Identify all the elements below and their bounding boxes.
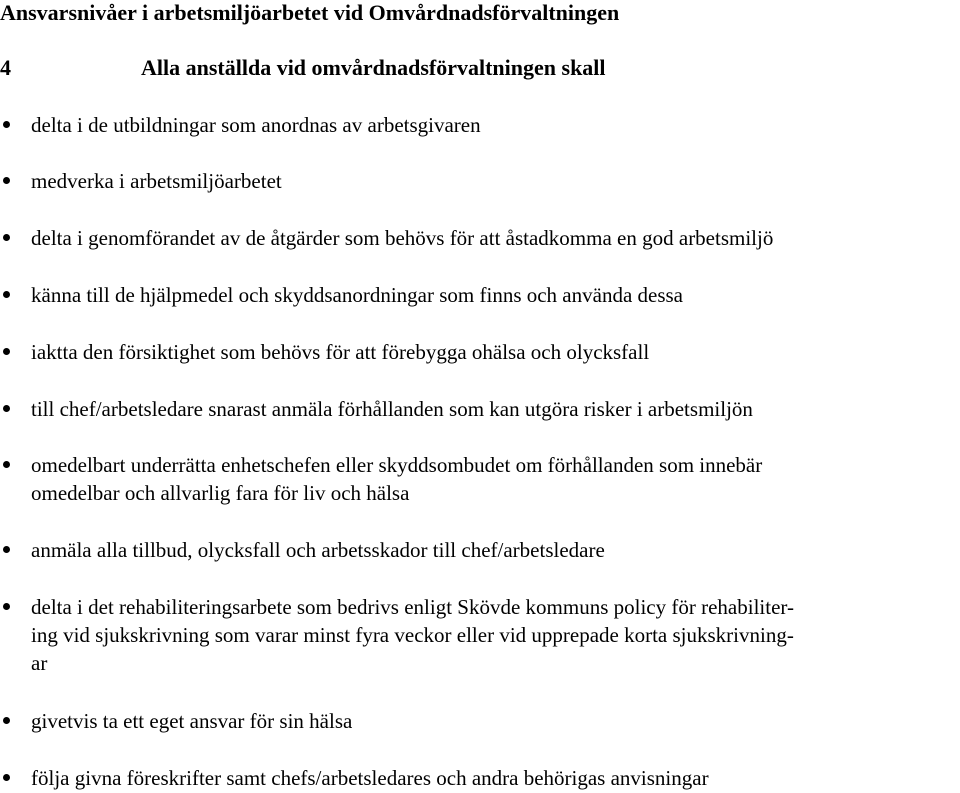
bullet-icon — [3, 348, 10, 355]
bullet-icon — [3, 121, 10, 128]
list-item-text: följa givna föreskrifter samt chefs/arbetsledares och andra behörigas anvisningar — [31, 766, 709, 790]
list-item-text: delta i genomförandet av de åtgärder som behövs för att åstadkomma en god arbetsmiljö — [31, 226, 774, 250]
list-item-text: givetvis ta ett eget ansvar för sin hälsa — [31, 709, 353, 733]
list-item-text: till chef/arbetsledare snarast anmäla förhållanden som kan utgöra risker i arbetsmiljön — [31, 397, 753, 421]
list-item-text: delta i det rehabiliteringsarbete som bedrivs enligt Skövde kommuns policy för rehabiliter- ing vid sjukskrivning som varar minst fyra veckor eller vid upprepade korta sjukskrivning- ar — [31, 595, 794, 675]
bullet-icon — [3, 291, 10, 298]
bullet-icon — [3, 177, 10, 184]
list-item-text: iaktta den försiktighet som behövs för att förebygga ohälsa och olycksfall — [31, 340, 650, 364]
bullet-icon — [3, 603, 10, 610]
list-item-text: känna till de hjälpmedel och skyddsanordningar som finns och använda dessa — [31, 283, 684, 307]
section-heading-text: Alla anställda vid omvårdnadsförvaltningen skall — [141, 55, 606, 80]
bullet-icon — [3, 774, 10, 781]
list-item-text: omedelbart underrätta enhetschefen eller skyddsombudet om förhållanden som innebär omedelbar och allvarlig fara för liv och hälsa — [31, 453, 763, 505]
list-item-text: anmäla alla tillbud, olycksfall och arbetsskador till chef/arbetsledare — [31, 538, 605, 562]
document-title: Ansvarsnivåer i arbetsmiljöarbetet vid Omvårdnadsförvaltningen — [0, 0, 620, 25]
bullet-icon — [3, 234, 10, 241]
list-item-text: medverka i arbetsmiljöarbetet — [31, 169, 282, 193]
bullet-icon — [3, 405, 10, 412]
bullet-icon — [3, 717, 10, 724]
section-number: 4 — [0, 55, 11, 80]
bullet-icon — [3, 461, 10, 468]
bullet-icon — [3, 546, 10, 553]
list-item-text: delta i de utbildningar som anordnas av arbetsgivaren — [31, 113, 481, 137]
